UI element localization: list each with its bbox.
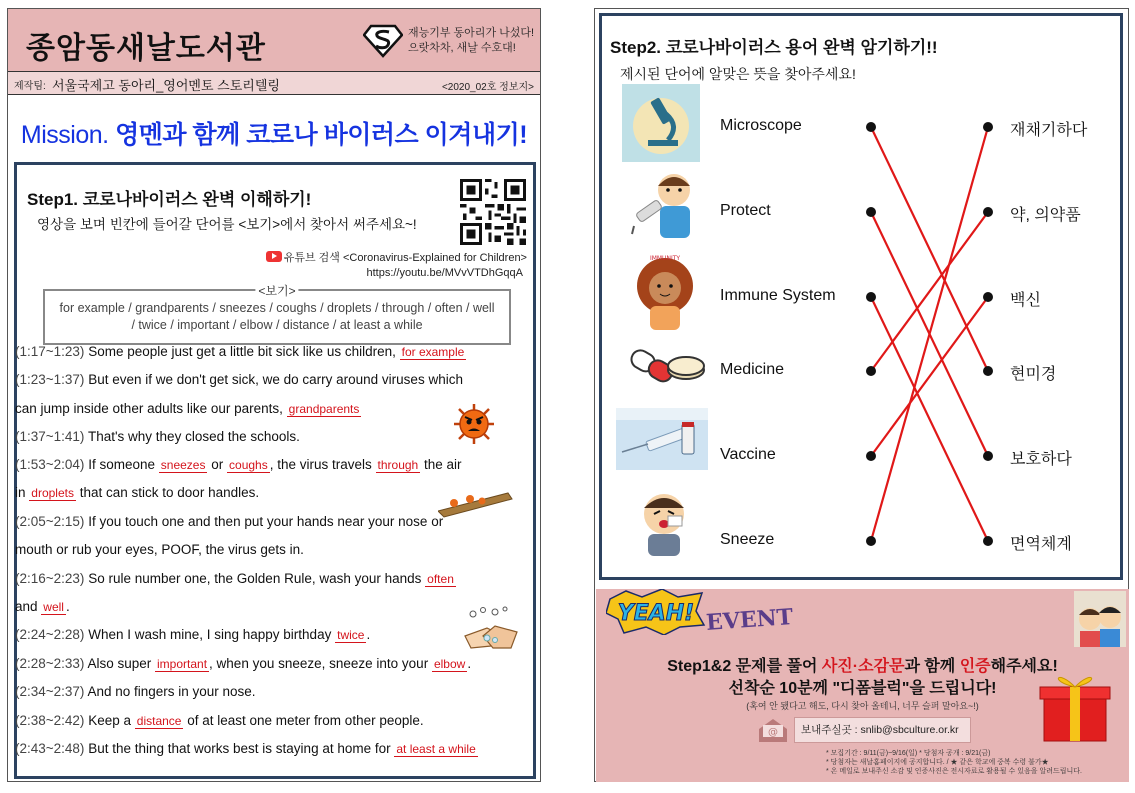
timestamp: (2:34~2:37) [15, 684, 85, 699]
library-header [8, 9, 540, 71]
word-protect: Protect [720, 202, 771, 219]
line-text: or [211, 457, 224, 472]
match-line [871, 297, 988, 456]
event-line3: (혹여 안 됐다고 해도, 다시 찾아 올테니, 너무 슬퍼 말아요~!) [746, 701, 979, 711]
definition-dot[interactable] [983, 122, 993, 132]
word-bank-title: <보기> [255, 282, 298, 299]
line-text: that can stick to door handles. [79, 485, 260, 500]
youtube-search-hint [266, 249, 527, 265]
line-text: in [15, 485, 26, 500]
event-title: EVENT [705, 603, 794, 637]
definition-sneeze: 재채기하다 [1010, 122, 1088, 139]
answer-blank[interactable]: often [427, 572, 454, 586]
word-sneeze: Sneeze [720, 531, 775, 548]
step2-instruction: 제시된 단어에 알맞은 뜻을 찾아주세요! [620, 66, 856, 82]
gift-box-icon [1038, 667, 1112, 743]
event-highlight: 사진·소감문 [821, 658, 905, 675]
word-dot[interactable] [866, 451, 876, 461]
answer-blank[interactable]: coughs [229, 458, 268, 472]
definition-immune-system: 면역체계 [1010, 536, 1072, 553]
line-text: can jump inside other adults like our parents, [15, 401, 283, 416]
word-bank-words: for example / grandparents / sneezes / coughs / droplets / through / often / well / twice / important / elbow / distance / at least a while [59, 301, 495, 332]
transcript-line [15, 401, 361, 416]
line-text: , the virus travels [269, 457, 372, 472]
definition-microscope: 현미경 [1010, 366, 1057, 383]
definition-dot[interactable] [983, 292, 993, 302]
line-text: , when you sneeze, sneeze into your [209, 656, 429, 671]
right-page [594, 8, 1129, 782]
timestamp: (2:43~2:48) [15, 741, 85, 756]
answer-blank[interactable]: droplets [31, 486, 74, 500]
line-text: That's why they closed the schools. [87, 429, 300, 444]
matching-lines [602, 16, 1126, 583]
step1-instruction: 영상을 보며 빈칸에 들어갈 단어를 <보기>에서 찾아서 써주세요~! [37, 217, 417, 232]
event-text: 해주세요! [990, 658, 1058, 675]
transcript-line [15, 713, 424, 728]
line-text: and [15, 599, 38, 614]
transcript-line [15, 372, 463, 387]
line-text: . [467, 656, 472, 671]
yeah-burst-icon [606, 589, 706, 635]
definition-dot[interactable] [983, 207, 993, 217]
timestamp: (2:05~2:15) [15, 514, 85, 529]
match-line [871, 212, 988, 371]
line-text: When I wash mine, I sing happy birthday [88, 627, 332, 642]
definition-dot[interactable] [983, 536, 993, 546]
issue-number: <2020_02호 정보지> [441, 82, 534, 93]
youtube-url[interactable]: https://youtu.be/MVvVTDhGqqA [366, 267, 523, 279]
transcript-line [15, 542, 304, 557]
mission-text: 영멘과 함께 코로나 바이러스 이겨내기! [115, 121, 528, 149]
definition-dot[interactable] [983, 366, 993, 376]
mission-heading [8, 115, 540, 151]
timestamp: (2:24~2:28) [15, 627, 85, 642]
event-fine-print [826, 749, 1126, 776]
word-medicine: Medicine [720, 361, 785, 378]
timestamp: (2:16~2:23) [15, 571, 85, 586]
word-bank-box [43, 284, 511, 345]
hand-washing-icon [461, 606, 521, 654]
fine-print-line: * 온 메일로 보내주신 소감 및 인증사진은 전시자료로 활용될 수 있음을 알려드립니다. [826, 768, 1082, 775]
answer-blank[interactable]: twice [337, 628, 365, 642]
line-text: If you touch one and then put your hands near your nose or [88, 514, 444, 529]
transcript-line [15, 741, 478, 756]
mission-prefix: Mission. [20, 121, 109, 149]
transcript-line [15, 429, 300, 444]
word-dot[interactable] [866, 207, 876, 217]
definition-vaccine: 백신 [1010, 292, 1041, 309]
answer-blank[interactable]: important [157, 657, 208, 671]
transcript-line [15, 599, 70, 614]
angry-virus-icon [453, 403, 495, 445]
svg-text:IMMUNITY: IMMUNITY [649, 255, 681, 262]
answer-blank[interactable]: at least a while [396, 742, 476, 756]
timestamp: (1:37~1:41) [15, 429, 85, 444]
transcript-line [15, 514, 443, 529]
credit-text: 서울국제고 동아리_영어멘토 스토리텔링 [52, 78, 280, 93]
cheering-kids-icon [1074, 591, 1126, 647]
event-highlight: 인증 [959, 658, 991, 675]
credit-label: 제작팀: [14, 81, 46, 92]
definition-protect: 보호하다 [1010, 451, 1072, 468]
event-line2: 선착순 10분께 "디폼블럭"을 드립니다! [728, 680, 997, 697]
qr-code-icon[interactable] [460, 179, 526, 245]
timestamp: (2:28~2:33) [15, 656, 85, 671]
transcript-line [15, 684, 256, 699]
event-text: 과 함께 [904, 658, 960, 675]
credit-bar [8, 71, 540, 95]
definition-medicine: 약, 의약품 [1010, 207, 1081, 224]
mail-address[interactable]: 보내주실곳 : snlib@sbculture.or.kr [794, 717, 971, 743]
line-text: But even if we don't get sick, we do carry around viruses which [88, 372, 463, 387]
svg-text:@: @ [768, 727, 778, 738]
word-dot[interactable] [866, 292, 876, 302]
line-text: . [366, 627, 371, 642]
definition-dot[interactable] [983, 451, 993, 461]
timestamp: (2:38~2:42) [15, 713, 85, 728]
left-page [7, 8, 541, 782]
line-text: If someone [88, 457, 155, 472]
youtube-search-text: 유튜브 검색 <Coronavirus-Explained for Children> [283, 252, 527, 264]
line-text: . [65, 599, 70, 614]
superman-logo-icon [363, 24, 403, 58]
timestamp: (1:17~1:23) [15, 344, 85, 359]
step2-box [599, 13, 1123, 580]
library-title: 종암동새날도서관 [26, 31, 266, 66]
word-vaccine: Vaccine [720, 446, 776, 463]
transcript-line [15, 571, 456, 586]
line-text: Also super [87, 656, 152, 671]
step2-title: Step2. 코로나바이러스 용어 완벽 암기하기!! [610, 38, 938, 57]
word-microscope: Microscope [720, 117, 802, 134]
timestamp: (1:23~1:37) [15, 372, 85, 387]
youtube-icon [266, 251, 282, 262]
word-immune-system: Immune System [720, 287, 836, 304]
slogan-line1: 재능기부 동아리가 나섰다! [408, 27, 535, 39]
yeah-text: YEAH! [617, 601, 695, 626]
door-handle-virus-icon [438, 489, 514, 519]
transcript-line [15, 627, 370, 642]
answer-blank[interactable]: sneezes [160, 458, 206, 472]
line-text: But the thing that works best is staying at home for [88, 741, 391, 756]
event-text: Step1&2 문제를 풀어 [667, 658, 822, 675]
event-banner [596, 589, 1129, 782]
answer-blank[interactable]: distance [136, 714, 182, 728]
fine-print-line: * 당첨자는 새날홈페이지에 공지합니다. / ★ 같은 학교에 중복 수령 불가★ [826, 759, 1049, 766]
line-text: of at least one meter from other people. [187, 713, 424, 728]
line-text: mouth or rub your eyes, POOF, the virus gets in. [15, 542, 304, 557]
word-dot[interactable] [866, 536, 876, 546]
fine-print-line: * 모집기간 : 9/11(금)~9/16(일) * 당첨자 공개 : 9/21(금) [826, 750, 991, 757]
step1-title: Step1. 코로나바이러스 완벽 이해하기! [27, 190, 312, 209]
answer-blank[interactable]: elbow [433, 657, 466, 671]
mail-icon [758, 717, 788, 743]
line-text: Some people just get a little bit sick like us children, [88, 344, 396, 359]
timestamp: (1:53~2:04) [15, 457, 85, 472]
answer-blank[interactable]: grandparents [288, 402, 360, 416]
answer-blank[interactable]: for example [401, 345, 465, 359]
answer-blank[interactable]: through [377, 458, 419, 472]
line-text: Keep a [88, 713, 131, 728]
line-text: So rule number one, the Golden Rule, wash your hands [88, 571, 422, 586]
transcript-line [15, 485, 259, 500]
transcript-line [15, 656, 471, 671]
slogan-line2: 으랏차차, 새날 수호대! [408, 42, 516, 54]
slogan [408, 26, 534, 56]
transcript-line [15, 344, 466, 359]
answer-blank[interactable]: well [43, 600, 64, 614]
transcript-line [15, 457, 462, 472]
line-text: And no fingers in your nose. [87, 684, 256, 699]
word-dot[interactable] [866, 122, 876, 132]
word-dot[interactable] [866, 366, 876, 376]
line-text: the air [424, 457, 462, 472]
